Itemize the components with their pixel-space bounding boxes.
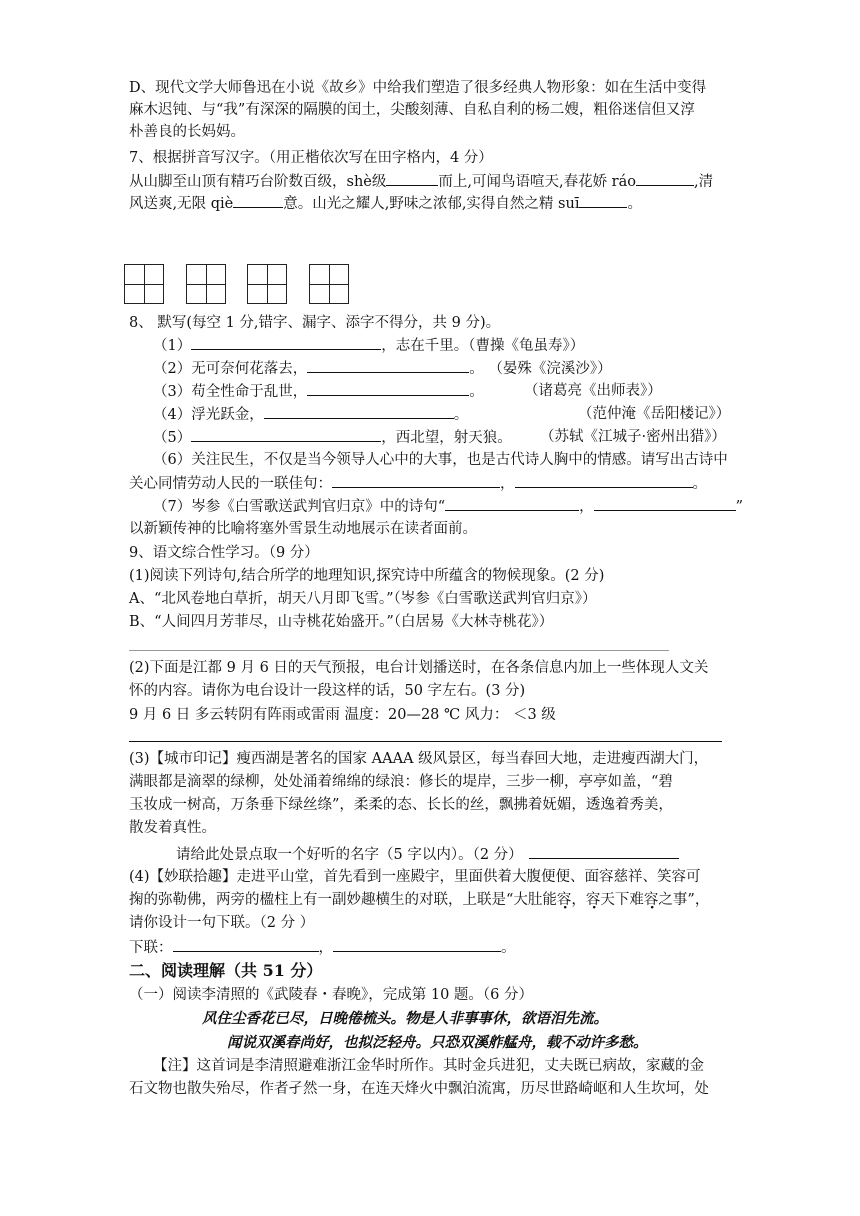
question-9-title: 9、语文综合性学习。（9 分）: [129, 545, 319, 561]
answer-blank[interactable]: [579, 192, 627, 208]
q8-item-7: [153, 495, 744, 518]
answer-blank[interactable]: [529, 843, 679, 859]
q7-text: 意。山光之耀人,野味之浓郁,实得自然之精 suī: [283, 196, 580, 212]
q8-text: （4）浮光跃金，: [153, 407, 264, 423]
q8-text: 。 （晏殊《浣溪沙》）: [469, 361, 612, 377]
section-2-title: 二、阅读理解（共 51 分）: [129, 961, 323, 980]
q9-part-3-line1: (3)【城市印记】瘦西湖是著名的国家 AAAA 级风景区，每当春回大地，走进瘦西湖大门，: [129, 751, 709, 767]
poem-line-2: 闻说双溪春尚好，也拟泛轻舟。只恐双溪舴艋舟，载不动许多愁。: [227, 1034, 648, 1051]
question-7-line2: [129, 192, 739, 215]
answer-blank[interactable]: [515, 472, 693, 488]
q8-text: 关心同情劳动人民的一联佳句：: [129, 476, 332, 492]
answer-blank[interactable]: [191, 334, 381, 350]
q8-item-6-line2: [129, 472, 739, 495]
tianzige-box-4[interactable]: [309, 264, 349, 304]
q7-text: 而上,可闻鸟语喧天,春花娇 ráo: [438, 174, 636, 190]
q8-text: ，: [500, 476, 515, 492]
note-line-2: 石文物也散失殆尽，作者孑然一身，在连天烽火中飘泊流寓，历尽世路崎岖和人生坎坷，处: [129, 1081, 709, 1097]
tianzige-box-2[interactable]: [186, 264, 226, 304]
tianzige-box-1[interactable]: [124, 264, 164, 304]
answer-blank[interactable]: [333, 936, 501, 952]
poem-line-1: 风住尘香花已尽，日晚倦梳头。物是人非事事休，欲语泪先流。: [202, 1010, 608, 1027]
q9-text: 。: [501, 940, 516, 956]
q9-part-4-line2: [129, 889, 739, 911]
weather-forecast: 9 月 6 日 多云转阴有阵雨或雷雨 温度：20—28 ℃ 风力： ＜3 级: [129, 707, 556, 723]
q8-text: ，志在千里。（曹操《龟虽寿》）: [381, 338, 585, 354]
q8-item-6: （6）关注民生，不仅是当今领导人心中的大事，也是古代诗人胸中的情感。请写出古诗中: [153, 452, 728, 468]
q9-part-3-question: [176, 843, 716, 866]
q9-part-2-line2: 怀的内容。请你为电台设计一段这样的话，50 字左右。(3 分): [129, 683, 526, 699]
q7-text: ,清: [694, 174, 714, 190]
q7-text: 。: [627, 196, 642, 212]
option-d-line3: 朴善良的长妈妈。: [129, 124, 245, 140]
q7-text: 风送爽,无限 qiè: [129, 196, 234, 212]
q9-part-3-line4: 散发着真性。: [129, 820, 216, 836]
emphasis-char: 容: [643, 892, 659, 908]
answer-blank[interactable]: [264, 403, 454, 419]
option-d-line2: 麻木迟钝、与“我”有深深的隔膜的闰土，尖酸刻薄、自私自利的杨二嫂，粗俗迷信但又淳: [129, 102, 695, 118]
q8-text: （1）: [153, 338, 192, 354]
q8-item-2: [153, 357, 763, 380]
q9-text: 之事”，: [658, 892, 710, 908]
answer-blank[interactable]: [386, 170, 438, 186]
q9-text: 掬的弥勒佛，两旁的楹柱上有一副妙趣横生的对联，上联是“大肚能: [129, 892, 557, 908]
q8-item-7-line2: 以新颖传神的比喻将塞外雪景生动地展示在读者面前。: [129, 521, 477, 537]
emphasis-char: 容: [556, 892, 572, 908]
question-7-title: 7、根据拼音写汉字。（用正楷依次写在田字格内，4 分）: [129, 150, 493, 166]
q9-text: 请给此处景点取一个好听的名字（5 字以内）。（2 分）: [176, 847, 523, 863]
q8-item-5-source: （苏轼《江城子·密州出猎》）: [540, 429, 726, 445]
q8-item-4-source: （范仲淹《岳阳楼记》）: [578, 406, 731, 422]
tianzige-box-3[interactable]: [247, 264, 287, 304]
answer-line[interactable]: [129, 650, 669, 651]
q9-part-1-a: A、“北风卷地白草折，胡天八月即飞雪。”（岑参《白雪歌送武判官归京》）: [129, 591, 597, 607]
answer-blank[interactable]: [636, 170, 694, 186]
answer-blank[interactable]: [173, 936, 319, 952]
answer-blank[interactable]: [594, 495, 736, 511]
emphasis-char: 容: [585, 892, 601, 908]
q8-text: （5）: [153, 430, 192, 446]
subsection-1-title: （一）阅读李清照的《武陵春・春晚》，完成第 10 题。（6 分）: [129, 987, 534, 1003]
q9-text: ，: [571, 892, 586, 908]
question-8-title: 8、 默写(每空 1 分,错字、漏字、添字不得分，共 9 分)。: [129, 315, 501, 331]
q9-text: 下联：: [129, 940, 173, 956]
q9-text: 天下难: [600, 892, 644, 908]
answer-blank[interactable]: [191, 426, 381, 442]
option-d-line1: D、现代文学大师鲁迅在小说《故乡》中给我们塑造了很多经典人物形象：如在生活中变得: [129, 80, 707, 96]
answer-blank[interactable]: [233, 192, 283, 208]
q8-item-3-source: （诸葛亮《出师表》）: [524, 383, 662, 399]
answer-line[interactable]: [129, 741, 722, 742]
q9-part-4-line3: 请你设计一句下联。（2 分 ）: [129, 915, 315, 931]
q9-part-1-b: B、“人间四月芳菲尽，山寺桃花始盛开。”（白居易《大林寺桃花》）: [129, 614, 554, 630]
answer-blank[interactable]: [307, 380, 469, 396]
q8-item-1: [153, 334, 763, 357]
q8-text: （3）苟全性命于乱世，: [153, 384, 308, 400]
q9-part-2-line1: (2)下面是江都 9 月 6 日的天气预报，电台计划播送时，在各条信息内加上一些体现人文关: [129, 660, 709, 676]
q8-text: （7）岑参《白雪歌送武判官归京》中的诗句“: [153, 499, 446, 515]
q9-part-3-line2: 满眼都是滴翠的绿柳，处处涌着绵绵的绿浪：修长的堤岸，三步一柳，亭亭如盖，“碧: [129, 774, 673, 790]
q8-text: ，: [579, 499, 594, 515]
q8-text: ，西北望，射天狼。: [381, 430, 512, 446]
answer-blank[interactable]: [445, 495, 579, 511]
q9-part-3-line3: 玉妆成一树高，万条垂下绿丝绦”，柔柔的态、长长的丝，飘拂着妩媚，透逸着秀美，: [129, 797, 673, 813]
answer-blank[interactable]: [332, 472, 500, 488]
q8-text: 。: [453, 407, 469, 423]
q9-part-1: (1)阅读下列诗句,结合所学的地理知识,探究诗中所蕴含的物候现象。(2 分): [129, 568, 605, 584]
q9-text: ，: [318, 940, 333, 956]
q8-text: 。: [469, 384, 484, 400]
question-7-line1: [129, 170, 739, 193]
q7-text: 从山脚至山顶有精巧台阶数百级，shè级: [129, 174, 387, 190]
q8-text: （2）无可奈何花落去，: [153, 361, 308, 377]
q9-part-4-line1: (4)【妙联拾趣】走进平山堂，首先看到一座殿宇，里面供着大腹便便、面容慈祥、笑容可: [129, 869, 701, 885]
answer-blank[interactable]: [307, 357, 469, 373]
q8-text: ”: [735, 499, 744, 515]
note-line-1: 【注】这首词是李清照避难浙江金华时所作。其时金兵进犯，丈夫既已病故，家藏的金: [153, 1058, 704, 1074]
q8-text: 。: [692, 476, 707, 492]
q9-part-4-answer: [129, 936, 739, 959]
